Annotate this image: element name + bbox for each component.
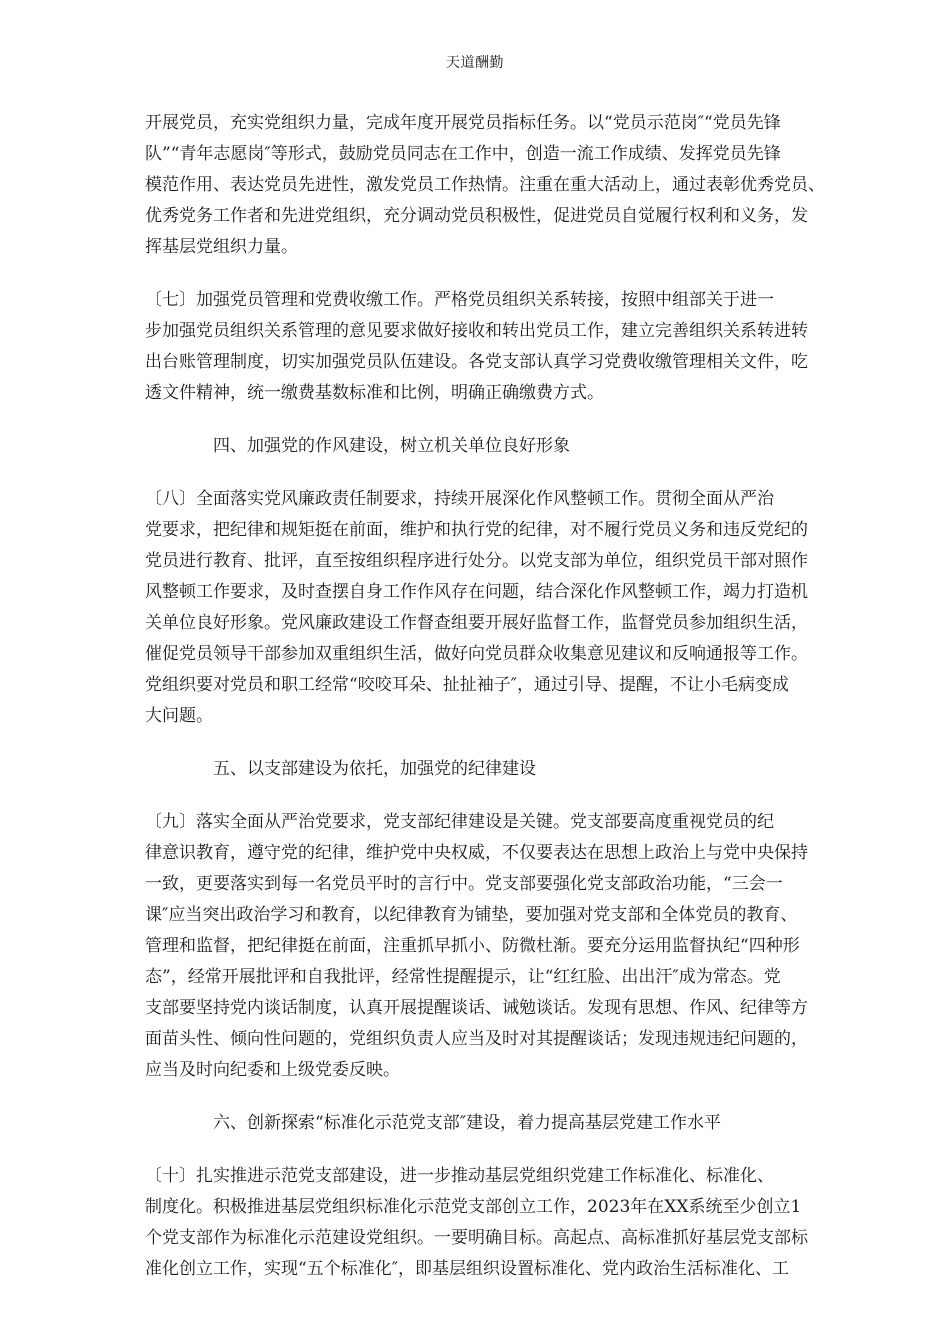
page-header: 天道酬勤 (446, 55, 504, 71)
document-body (145, 108, 825, 1285)
text-line: 关单位良好形象。党风廉政建设工作督查组要开展好监督工作，监督党员参加组织生活， (145, 613, 808, 633)
text-line: 步加强党员组织关系管理的意见要求做好接收和转出党员工作，建立完善组织关系转进转 (145, 321, 808, 341)
text-line: 个党支部作为标准化示范建设党组织。一要明确目标。高起点、高标准抓好基层党支部标 (145, 1228, 808, 1248)
text-line: 大问题。 (145, 706, 213, 726)
text-line: 管理和监督，把纪律挺在前面，注重抓早抓小、防微杜渐。要充分运用监督执纪“四种形 (145, 936, 800, 956)
section-heading: 四、加强党的作风建设，树立机关单位良好形象 (213, 436, 570, 456)
text-line: 透文件精神，统一缴费基数标准和比例，明确正确缴费方式。 (145, 383, 604, 403)
text-line: 党要求，把纪律和规矩挺在前面，维护和执行党的纪律，对不履行党员义务和违反党纪的 (145, 520, 808, 540)
text-line: 面苗头性、倾向性问题的，党组织负责人应当及时对其提醒谈话；发现违规违纪问题的， (145, 1029, 808, 1049)
text-line: 〔八〕全面落实党风廉政责任制要求，持续开展深化作风整顿工作。贯彻全面从严治 (145, 489, 774, 509)
text-line: 风整顿工作要求，及时查摆自身工作作风存在问题，结合深化作风整顿工作，竭力打造机 (145, 582, 808, 602)
text-line: 党员进行教育、批评，直至按组织程序进行处分。以党支部为单位，组织党员干部对照作 (145, 551, 808, 571)
text-line: 支部要坚持党内谈话制度，认真开展提醒谈话、诫勉谈话。发现有思想、作风、纪律等方 (145, 998, 808, 1018)
text-line: 〔十〕扎实推进示范党支部建设，进一步推动基层党组织党建工作标准化、标准化、 (145, 1166, 774, 1186)
text-line: 一致，更要落实到每一名党员平时的言行中。党支部要强化党支部政治功能，“三会一 (145, 874, 783, 894)
text-line: 开展党员，充实党组织力量，完成年度开展党员指标任务。以“党员示范岗″“党员先锋 (145, 113, 781, 133)
paragraph (145, 1161, 807, 1285)
section-heading: 六、创新探索“标准化示范党支部″建设，着力提高基层党建工作水平 (213, 1113, 722, 1133)
text-line: 制度化。积极推进基层党组织标准化示范党支部创立工作，2023年在XX系统至少创立1 (145, 1197, 802, 1217)
paragraph (145, 807, 807, 1086)
text-line: 催促党员领导干部参加双重组织生活，做好向党员群众收集意见建议和反响通报等工作。 (145, 644, 808, 664)
text-line: 准化创立工作，实现“五个标准化″，即基层组织设置标准化、党内政治生活标准化、工 (145, 1259, 790, 1279)
text-line: 队”“青年志愿岗″等形式，鼓励党员同志在工作中，创造一流工作成绩、发挥党员先锋 (145, 144, 781, 164)
text-line: 态”，经常开展批评和自我批评，经常性提醒提示，让“红红脸、出出汗″成为常态。党 (145, 967, 781, 987)
text-line: 律意识教育，遵守党的纪律，维护党中央权威，不仅要表达在思想上政治上与党中央保持 (145, 843, 808, 863)
text-line: 党组织要对党员和职工经常“咬咬耳朵、扯扯袖子″，通过引导、提醒，不让小毛病变成 (145, 675, 790, 695)
text-line: 〔九〕落实全面从严治党要求，党支部纪律建设是关键。党支部要高度重视党员的纪 (145, 812, 774, 832)
paragraph (145, 484, 807, 732)
text-line: 应当及时向纪委和上级党委反映。 (145, 1060, 400, 1080)
text-line: 课″应当突出政治学习和教育，以纪律教育为铺垫，要加强对党支部和全体党员的教育、 (145, 905, 798, 925)
text-line: 优秀党务工作者和先进党组织，充分调动党员积极性，促进党员自觉履行权利和义务，发 (145, 206, 808, 226)
text-line: 〔七〕加强党员管理和党费收缴工作。严格党员组织关系转接，按照中组部关于进一 (145, 290, 774, 310)
paragraph (145, 285, 807, 409)
paragraph (145, 108, 825, 263)
text-line: 出台账管理制度，切实加强党员队伍建设。各党支部认真学习党费收缴管理相关文件，吃 (145, 352, 808, 372)
text-line: 挥基层党组织力量。 (145, 237, 298, 257)
text-line: 模范作用、表达党员先进性，激发党员工作热情。注重在重大活动上，通过表彰优秀党员、 (145, 175, 825, 195)
section-heading: 五、以支部建设为依托，加强党的纪律建设 (213, 759, 536, 779)
